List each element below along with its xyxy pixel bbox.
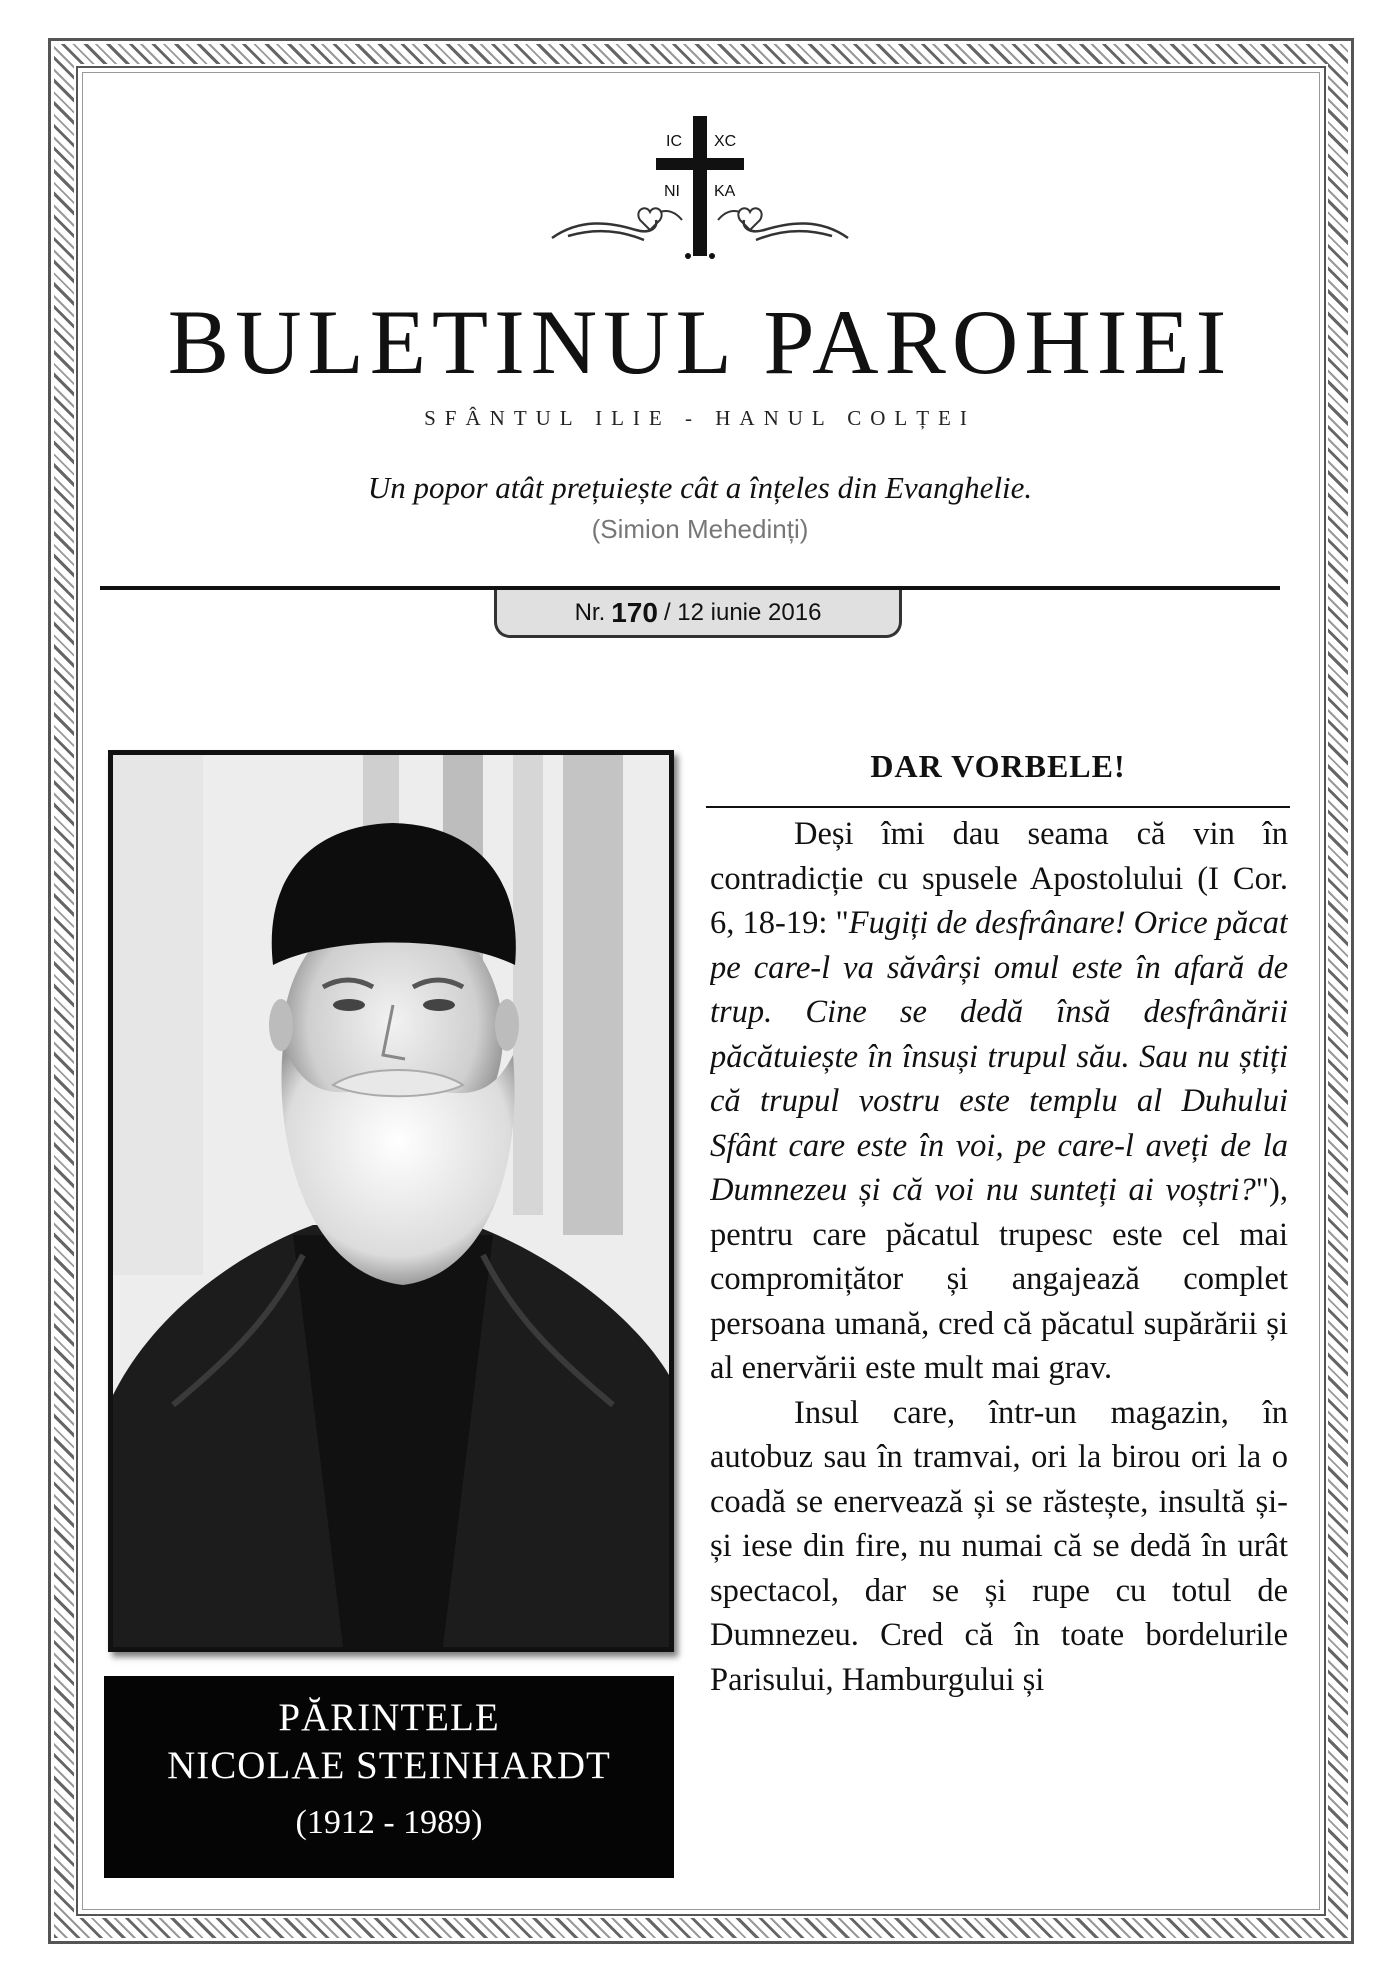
issue-prefix: Nr. (574, 598, 606, 626)
masthead-title: BULETINUL PAROHIEI (167, 291, 1233, 393)
cross-emblem-icon (540, 110, 860, 260)
caption-name: NICOLAE STEINHARDT (167, 1744, 611, 1787)
emblem-ic: IC (666, 133, 682, 150)
portrait-photo (108, 750, 674, 1652)
issue-number: 170 (611, 596, 658, 628)
portrait-caption (104, 1676, 674, 1878)
motto-quote: Un popor atât prețuiește cât a înțeles din Evanghelie. (367, 470, 1033, 505)
p1-end: "), pentru care păcatul trupesc este cel mai compromițător și angajează complet persoana umană, cred că păcatul supărării și al enervării este mult mai grav. (710, 1172, 1288, 1386)
article-body (710, 812, 1288, 1878)
motto-author: (Simion Mehedinți) (591, 514, 809, 544)
article-paragraph-2: Insul care, într-un magazin, în autobuz sau în tramvai, ori la birou ori la o coadă se enervează și se răstește, insultă și-și iese din fire, nu numai că se dedă în urât spectacol, dar se și rupe cu totul de Dumnezeu. Cred că în toate bordelurile Parisului, Hamburgului și (710, 1394, 1288, 1698)
article-paragraph-1 (710, 812, 1288, 1391)
issue-date: / 12 iunie 2016 (663, 598, 822, 626)
caption-title: PĂRINTELE (278, 1696, 500, 1739)
emblem-xc: XC (714, 133, 737, 150)
emblem-ka: KA (714, 183, 736, 200)
masthead-subtitle: SFÂNTUL ILIE - HANUL COLȚEI (424, 406, 976, 430)
caption-years: (1912 - 1989) (295, 1804, 483, 1841)
p1-start: Deși îmi dau seama că vin în contradicție cu spusele Apostolului (I Cor. 6, 18-19: " (710, 816, 1288, 941)
portrait-image (113, 755, 669, 1647)
p1-quote: Fugiți de desfrânare! Orice păcat pe care-l va săvârși omul este în afară de trup. Cine se dedă însă desfrânării păcătuiește în însuși trupul său. Sau nu știți că trupul vostru este templu al Duhului Sfânt care este în voi, pe care-l aveți de la Dumnezeu și că voi nu sunteți ai voștri? (710, 905, 1288, 1208)
article-title: DAR VORBELE! (870, 748, 1126, 784)
issue-tab (494, 590, 902, 638)
emblem-ni: NI (664, 183, 680, 200)
article-title-rule (706, 806, 1290, 808)
